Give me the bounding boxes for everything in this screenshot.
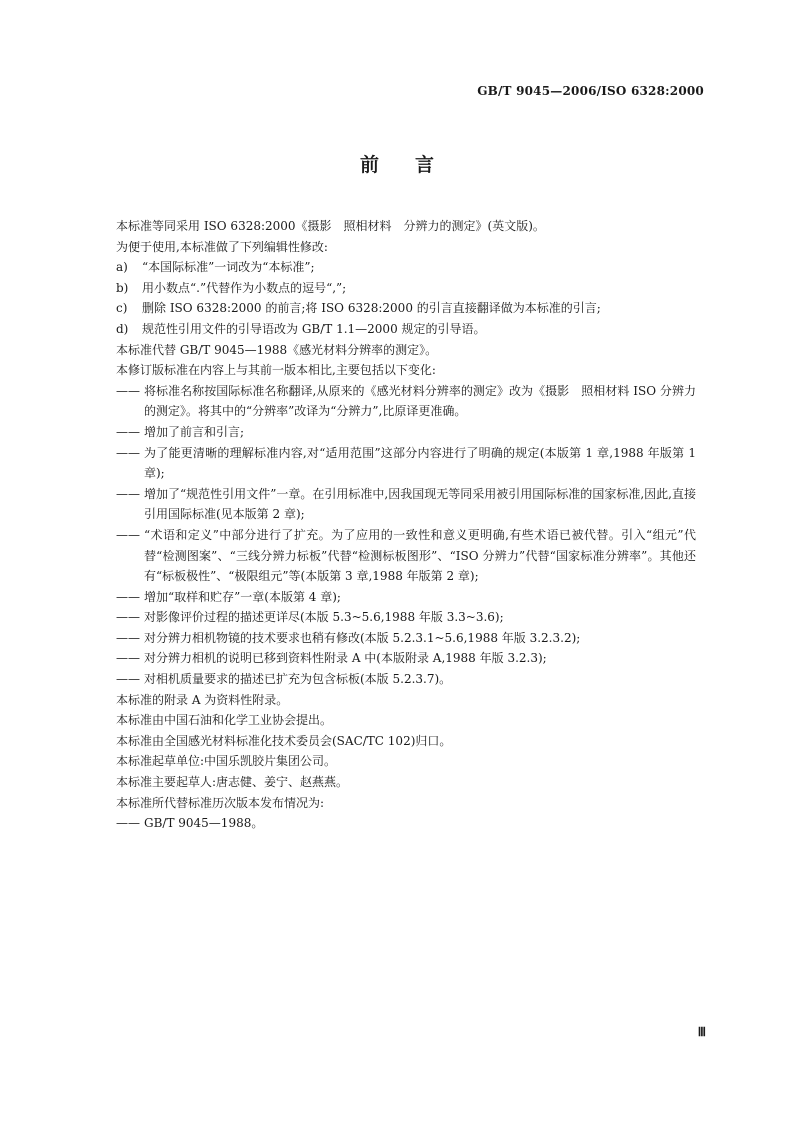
page-title: 前言 [359,154,470,176]
edit-item [116,298,696,319]
change-item [116,648,696,669]
paragraph-drafting-unit: 本标准起草单位:中国乐凯胶片集团公司。 [116,754,337,769]
change-item [116,669,696,690]
change-item [116,628,696,649]
change-item-text: 增加了前言和引言; [144,424,245,439]
dash-mark: —— [116,383,140,398]
dash-mark: —— [116,589,140,604]
edit-item-mark: d) [116,321,129,336]
history-item [116,813,696,834]
edit-item-mark: a) [116,260,128,275]
change-item [116,484,696,525]
dash-mark: —— [116,610,140,625]
paragraph-replaces: 本标准代替 GB/T 9045—1988《感光材料分辨率的测定》。 [116,342,438,357]
change-item-text: 对分辨力相机的说明已移到资料性附录 A 中(本版附录 A,1988 年版 3.2.3); [144,651,547,666]
change-item-text: 增加“取样和贮存”一章(本版第 4 章); [144,589,341,604]
standard-code-header: GB/T 9045—2006/ISO 6328:2000 [477,84,704,98]
dash-mark: —— [116,672,140,687]
change-item-text: “术语和定义”中部分进行了扩充。为了应用的一致性和意义更明确,有些术语已被代替。引入“组元”代替“检测图案”、“三线分辨力标板”代替“检测标板图形”、“ISO 分辨力”代替“国家标准分辨率”。其他还有“标板极性”、“极限组元”等(本版第 3 章,1988 年版第 2 章); [144,527,696,584]
edit-item [116,278,696,299]
edit-item-text: 规范性引用文件的引导语改为 GB/T 1.1—2000 规定的引导语。 [142,321,486,336]
dash-mark: —— [116,445,140,460]
history-item-text: GB/T 9045—1988。 [144,816,264,831]
edit-item-mark: c) [116,301,128,316]
change-item [116,525,696,587]
page-number: Ⅲ [697,1025,706,1039]
foreword-body [116,216,696,834]
change-item [116,607,696,628]
change-item [116,422,696,443]
dash-mark: —— [116,424,140,439]
change-item [116,443,696,484]
paragraph-edits-intro: 为便于使用,本标准做了下列编辑性修改: [116,239,328,254]
paragraph-committee: 本标准由全国感光材料标准化技术委员会(SAC/TC 102)归口。 [116,733,452,748]
change-item [116,587,696,608]
paragraph-annex: 本标准的附录 A 为资料性附录。 [116,692,289,707]
dash-mark: —— [116,816,140,831]
paragraph-history-intro: 本标准所代替标准历次版本发布情况为: [116,795,325,810]
dash-mark: —— [116,630,140,645]
change-item-text: 增加了“规范性引用文件”一章。在引用标准中,因我国现无等同采用被引用国际标准的国家标准,因此,直接引用国际标准(见本版第 2 章); [144,486,696,522]
change-item-text: 对相机质量要求的描述已扩充为包含标板(本版 5.2.3.7)。 [144,672,452,687]
edit-item [116,319,696,340]
paragraph-changes-intro: 本修订版标准在内容上与其前一版本相比,主要包括以下变化: [116,363,436,378]
paragraph-proposer: 本标准由中国石油和化学工业协会提出。 [116,713,333,728]
change-item-text: 将标准名称按国际标准名称翻译,从原来的《感光材料分辨率的测定》改为《摄影 照相材料 ISO 分辨力的测定》。将其中的“分辨率”改译为“分辨力”,比原译更准确。 [144,383,696,419]
edit-item [116,257,696,278]
change-item-text: 对分辨力相机物镜的技术要求也稍有修改(本版 5.2.3.1~5.6,1988 年版 3.2.3.2); [144,630,581,645]
dash-mark: —— [116,651,140,666]
change-item-text: 为了能更清晰的理解标准内容,对“适用范围”这部分内容进行了明确的规定(本版第 1 章,1988 年版第 1 章); [144,445,696,481]
change-item-text: 对影像评价过程的描述更详尽(本版 5.3~5.6,1988 年版 3.3~3.6); [144,610,504,625]
dash-mark: —— [116,486,140,501]
paragraph-drafters: 本标准主要起草人:唐志健、姜宁、赵燕燕。 [116,775,349,790]
paragraph-adoption: 本标准等同采用 ISO 6328:2000《摄影 照相材料 分辨力的测定》(英文版)。 [116,219,545,233]
edit-item-mark: b) [116,280,129,295]
edit-item-text: 删除 ISO 6328:2000 的前言;将 ISO 6328:2000 的引言直接翻译做为本标准的引言; [142,301,601,316]
change-item [116,381,696,422]
dash-mark: —— [116,527,140,542]
edit-item-text: 用小数点“.”代替作为小数点的逗号“,”; [142,280,347,295]
edit-item-text: “本国际标准”一词改为“本标准”; [142,260,315,275]
